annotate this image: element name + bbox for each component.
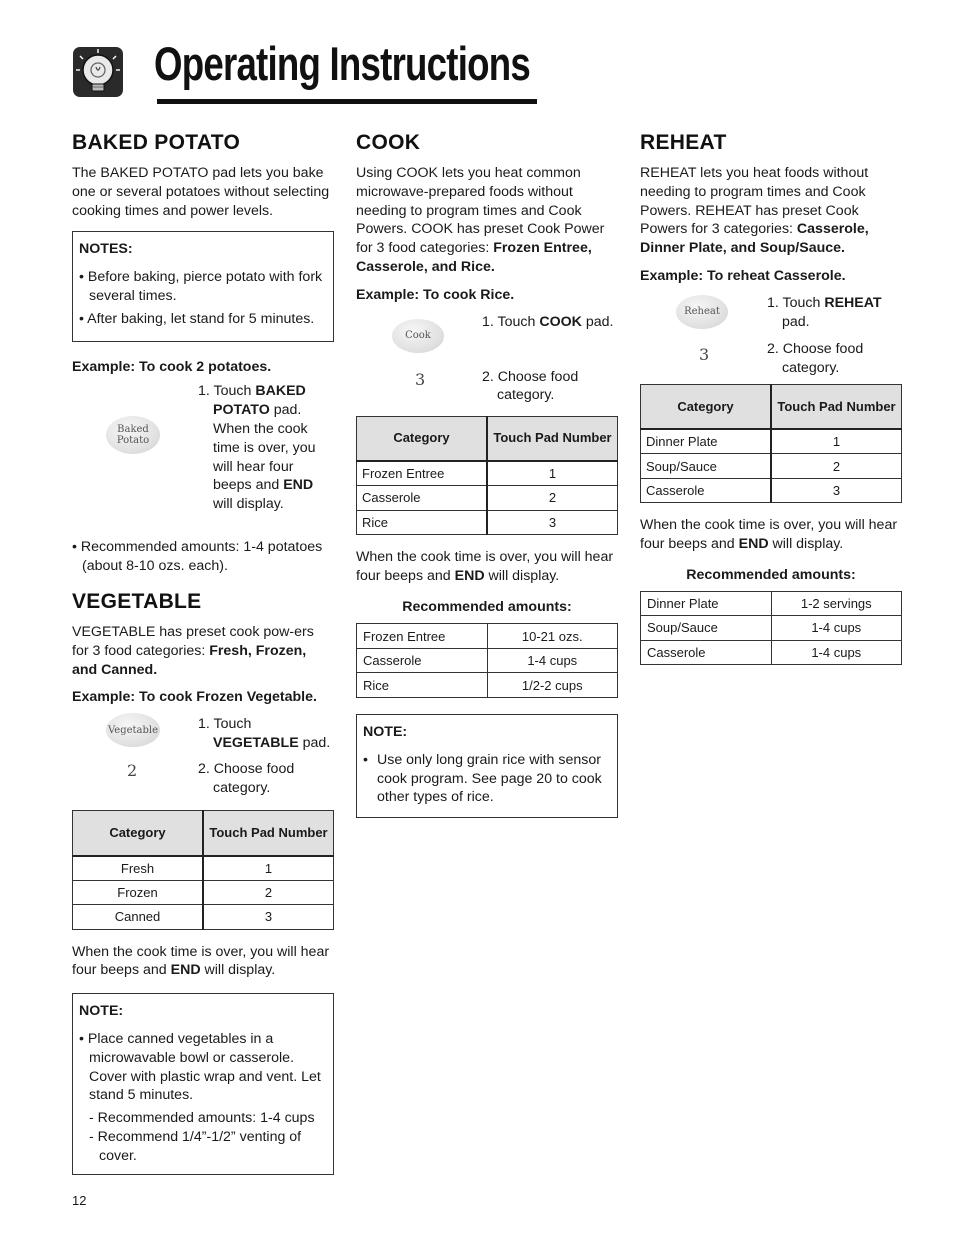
table-cell: Soup/Sauce [641, 616, 772, 641]
table-cell: Casserole [641, 478, 772, 503]
number-pad-digit: 2 [127, 761, 138, 781]
vegetable-heading: VEGETABLE [72, 589, 202, 613]
baked-potato-heading: BAKED POTATO [72, 131, 241, 154]
number-pad-digit: 3 [699, 344, 710, 364]
step-text: 2. Choose food category. [767, 340, 864, 376]
vegetable-steps [72, 715, 334, 810]
table-cell: Frozen [73, 880, 204, 905]
table-row [357, 486, 618, 511]
note-text: Use only long grain rice with sensor cook program. See page 20 to cook other types of rice. [377, 751, 602, 806]
table-cell: Dinner Plate [641, 591, 772, 616]
vegetable-intro [72, 623, 334, 679]
table-cell: 2 [203, 880, 334, 905]
vegetable-pad-icon: Vegetable [106, 713, 160, 747]
table-cell: 1-4 cups [771, 640, 902, 665]
table-cell: 1 [771, 429, 902, 454]
intro-categories: Casserole, Dinner Plate, and Soup/Sauce. [640, 221, 869, 257]
note-item: • Before baking, pierce potato with fork several times. [79, 269, 323, 304]
cook-after-text [356, 548, 618, 586]
reheat-example: Example: To reheat Casserole. [640, 267, 846, 284]
table-row [357, 648, 618, 673]
table-cell: Soup/Sauce [641, 454, 772, 479]
table-row [357, 673, 618, 698]
table-header-category: Category [357, 416, 488, 461]
end-label: END [170, 962, 201, 979]
table-cell: 3 [771, 478, 902, 503]
reheat-heading: REHEAT [640, 131, 727, 154]
vegetable-after-text [72, 943, 334, 981]
table-row [641, 454, 902, 479]
cook-note-box [356, 714, 618, 818]
cook-heading: COOK [356, 131, 421, 154]
table-cell: Rice [357, 673, 488, 698]
step-text: 1. Touch [482, 313, 540, 330]
table-header-number: Touch Pad Number [203, 811, 334, 856]
table-cell: 1 [203, 856, 334, 881]
vegetable-step-1 [198, 715, 334, 753]
table-row [73, 880, 334, 905]
page-number: 12 [72, 1193, 87, 1208]
end-label: END [283, 477, 314, 494]
table-row [357, 624, 618, 649]
baked-potato-step-1 [198, 382, 334, 514]
baked-potato-steps [72, 382, 334, 534]
step-text: 2. Choose food category. [482, 368, 579, 404]
reheat-category-table [640, 384, 902, 504]
reheat-section [640, 130, 902, 665]
table-cell: Frozen Entree [357, 624, 488, 649]
baked-potato-section [72, 130, 334, 576]
step-pad-name: REHEAT [824, 294, 882, 311]
reheat-amounts-table [640, 591, 902, 666]
table-cell: 1-4 cups [771, 616, 902, 641]
cook-recommended-title: Recommended amounts: [402, 598, 572, 615]
step-text: 1. Touch [198, 383, 256, 400]
table-cell: 2 [487, 486, 618, 511]
body-text: will display. [200, 962, 276, 979]
table-cell: 1-4 cups [487, 648, 618, 673]
bullet-mark: • [363, 751, 368, 768]
cook-step-1 [482, 313, 618, 332]
table-header-category: Category [641, 384, 772, 429]
step-text: pad. [782, 313, 810, 330]
baked-potato-example: Example: To cook 2 potatoes. [72, 358, 272, 375]
cook-example: Example: To cook Rice. [356, 286, 515, 303]
cook-pad-icon: Cook [392, 319, 444, 353]
body-text: When the cook time is over, you will hear four beeps and [72, 943, 330, 979]
step-pad-name: COOK [539, 313, 582, 330]
step-text: will display. [213, 496, 284, 513]
table-cell: 1/2-2 cups [487, 673, 618, 698]
table-row [641, 591, 902, 616]
reheat-step-2 [767, 340, 902, 378]
pad-label-line2: Potato [116, 435, 150, 447]
column-left [72, 130, 334, 1175]
baked-potato-notes-box [72, 231, 334, 341]
table-cell: Casserole [641, 640, 772, 665]
cook-category-table [356, 416, 618, 536]
table-row [641, 429, 902, 454]
table-cell: Casserole [357, 648, 488, 673]
table-cell: Casserole [357, 486, 488, 511]
table-row [357, 461, 618, 486]
intro-text: Using COOK lets you heat common microwave-prepared foods without needing to program times and Cook Powers. COOK has preset Cook Power for 3 food categories: [356, 165, 605, 257]
column-middle [356, 130, 618, 818]
cook-step-2 [482, 368, 618, 406]
table-cell: 10-21 ozs. [487, 624, 618, 649]
reheat-recommended-title: Recommended amounts: [686, 566, 856, 583]
reheat-after-text [640, 516, 902, 554]
table-cell: Rice [357, 510, 488, 535]
baked-potato-recommended: • Recommended amounts: 1-4 potatoes (about 8-10 ozs. each). [72, 539, 323, 575]
reheat-intro [640, 164, 902, 258]
page-title: Operating Instructions [154, 37, 530, 90]
table-cell: 3 [203, 905, 334, 930]
end-label: END [738, 536, 769, 553]
cook-section [356, 130, 618, 818]
table-header-category: Category [73, 811, 204, 856]
table-row [641, 478, 902, 503]
note-title: NOTE: [79, 1003, 124, 1020]
step-pad-name: VEGETABLE [213, 734, 299, 751]
table-row [641, 616, 902, 641]
intro-categories: Frozen Entree, Casserole, and Rice. [356, 240, 592, 275]
end-label: END [454, 567, 485, 584]
body-text: When the cook time is over, you will hear four beeps and [640, 517, 898, 553]
table-cell: Frozen Entree [357, 461, 488, 486]
vegetable-section [72, 589, 334, 1175]
table-row [73, 905, 334, 930]
table-header-number: Touch Pad Number [487, 416, 618, 461]
step-pad-name: BAKED POTATO [213, 383, 306, 419]
title-underline [157, 99, 537, 104]
note-item [363, 751, 611, 807]
reheat-steps [640, 294, 902, 384]
note-item: • After baking, let stand for 5 minutes. [79, 310, 315, 327]
table-cell: Canned [73, 905, 204, 930]
table-row [641, 640, 902, 665]
table-cell: 2 [771, 454, 902, 479]
vegetable-note-box [72, 993, 334, 1174]
table-cell: 3 [487, 510, 618, 535]
vegetable-step-2 [198, 760, 334, 798]
baked-potato-pad-icon [106, 416, 160, 454]
intro-text: REHEAT lets you heat foods without needing to program times and Cook Powers. REHEAT has preset Cook Powers for 3 categories: [640, 165, 869, 238]
table-header-number: Touch Pad Number [771, 384, 902, 429]
number-pad-digit: 3 [415, 369, 426, 389]
cook-steps [356, 313, 618, 416]
step-text: pad. When the cook time is over, you will hear four beeps and [213, 402, 316, 494]
note-subitem: - Recommended amounts: 1-4 cups [89, 1110, 315, 1127]
lightbulb-icon [72, 46, 124, 98]
note-title: NOTE: [363, 723, 408, 740]
step-text: 2. Choose food category. [198, 761, 295, 796]
step-text: pad. [298, 734, 331, 751]
pad-label-line1: Baked [117, 424, 149, 436]
table-cell: Dinner Plate [641, 429, 772, 454]
intro-text: VEGETABLE has preset cook pow-ers for 3 food categories: [72, 623, 314, 659]
cook-amounts-table [356, 623, 618, 698]
note-item: • Place canned vegetables in a microwavable bowl or casserole. Cover with plastic wrap and vent. Let stand 5 minutes. [79, 1031, 321, 1104]
reheat-pad-icon: Reheat [676, 295, 728, 329]
table-cell: Fresh [73, 856, 204, 881]
vegetable-example: Example: To cook Frozen Vegetable. [72, 689, 317, 706]
step-text: pad. [581, 313, 614, 330]
table-cell: 1 [487, 461, 618, 486]
step-text: 1. Touch [767, 294, 825, 311]
intro-categories: Fresh, Frozen, and Canned. [72, 642, 307, 678]
baked-potato-intro: The BAKED POTATO pad lets you bake one or several potatoes without selecting cooking times and power levels. [72, 165, 330, 219]
vegetable-category-table [72, 810, 334, 930]
body-text: When the cook time is over, you will hear four beeps and [356, 549, 614, 584]
table-row [357, 510, 618, 535]
note-subitem: - Recommend 1/4”-1/2” venting of cover. [89, 1129, 302, 1164]
table-cell: 1-2 servings [771, 591, 902, 616]
column-right [640, 130, 902, 665]
notes-title: NOTES: [79, 241, 133, 258]
step-text: 1. Touch [198, 716, 252, 733]
reheat-step-1 [767, 294, 902, 332]
body-text: will display. [484, 567, 560, 584]
cook-intro [356, 164, 618, 277]
table-row [73, 856, 334, 881]
body-text: will display. [768, 536, 844, 553]
